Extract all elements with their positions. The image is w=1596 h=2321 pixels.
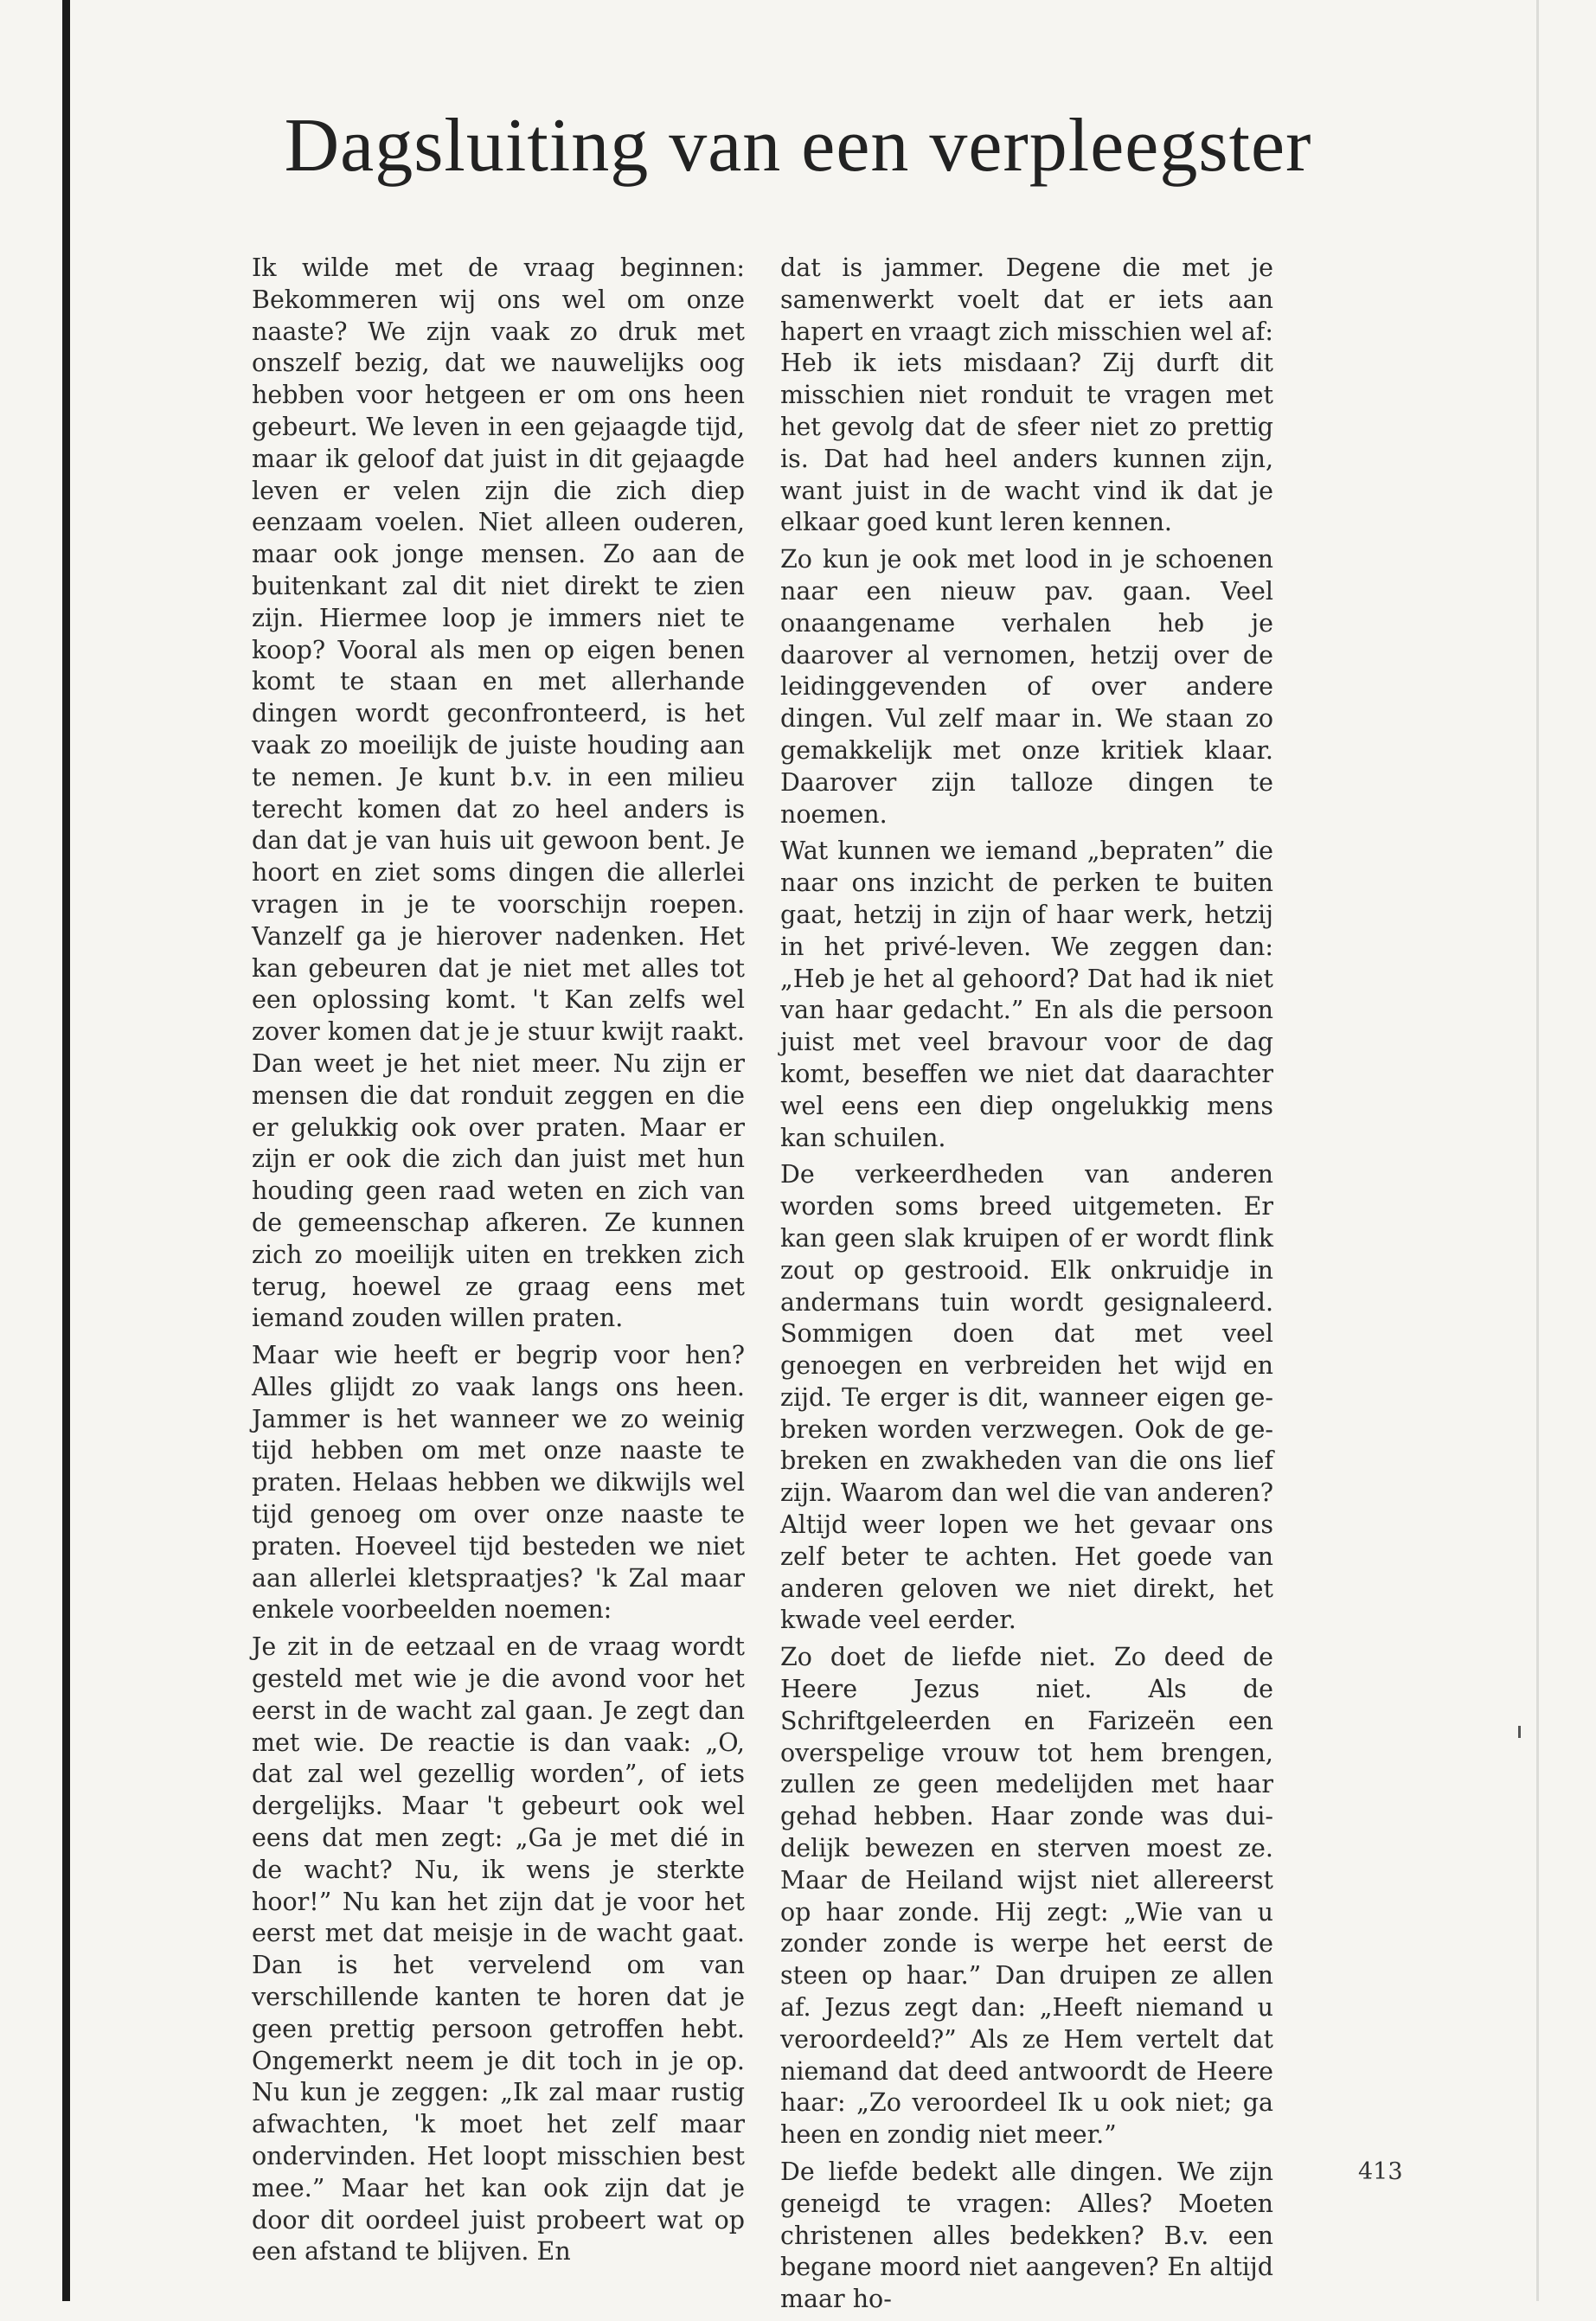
paragraph: Zo kun je ook met lood in je schoenen naar een nieuw pav. gaan. Veel onaangename verhalen heb je daarover al vernomen, hetzij over de leidinggevenden of over andere dingen. Vul zelf maar in. We staan zo gemakkelijk met onze kritiek klaar. Daarover zijn talloze dingen te noemen. xyxy=(780,545,1273,829)
paragraph: Wat kunnen we iemand „bepraten” die naar ons inzicht de perken te buiten gaat, hetzij in zijn of haar werk, hetzij in het privé-leven. We zeggen dan: „Heb je het al gehoord? Dat had ik niet van haar gedacht.” En als die persoon juist met veel bravour voor de dag komt, beseffen we niet dat daarachter wel eens een diep ongelukkig mens kan schuilen. xyxy=(780,837,1273,1152)
paragraph: De liefde bedekt alle dingen. We zijn geneigd te vragen: Alles? Moeten christenen alles bedekken? B.v. een begane moord niet aangeven? En altijd maar ho- xyxy=(780,2158,1273,2314)
right-column xyxy=(780,253,1273,2321)
binding-edge xyxy=(62,0,70,2301)
paragraph: De verkeerdheden van anderen worden soms breed uitgemeten. Er kan geen slak kruipen of er wordt flink zout op gestrooid. Elk onkruidje in andermans tuin wordt gesignaleerd. Sommigen doen dat met veel genoegen en verbreiden het wijd en zijd. Te erger is dit, wanneer eigen gebreken worden verzwegen. Ook de gebreken en zwakheden van die ons lief zijn. Waarom dan wel die van anderen? Altijd weer lopen we het gevaar ons zelf beter te achten. Het goede van anderen geloven we niet direkt, het kwade veel eerder. xyxy=(780,1160,1273,1635)
article-title: Dagsluiting van een verpleegster xyxy=(284,104,1312,188)
left-column xyxy=(252,253,745,2273)
page-number: 413 xyxy=(1358,2158,1403,2185)
margin-mark xyxy=(1518,1726,1521,1738)
paragraph: dat is jammer. Degene die met je samenwerkt voelt dat er iets aan hapert en vraagt zich misschien wel af: Heb ik iets misdaan? Zij durft dit misschien niet ronduit te vragen met het gevolg dat de sfeer niet zo prettig is. Dat had heel anders kunnen zijn, want juist in de wacht vind ik dat je elkaar goed kunt leren kennen. xyxy=(780,253,1273,537)
paragraph: Je zit in de eetzaal en de vraag wordt gesteld met wie je die avond voor het eerst in de wacht zal gaan. Je zegt dan met wie. De reactie is dan vaak: „O, dat zal wel gezellig worden”, of iets dergelijks. Maar 't gebeurt ook wel eens dat men zegt: „Ga je met dié in de wacht? Nu, ik wens je sterkte hoor!” Nu kan het zijn dat je voor het eerst met dat meisje in de wacht gaat. Dan is het vervelend om van verschillende kanten te horen dat je geen prettig persoon getroffen hebt. Ongemerkt neem je dit toch in je op. Nu kun je zeggen: „Ik zal maar rustig afwachten, 'k moet het zelf maar ondervinden. Het loopt misschien best mee.” Maar het kan ook zijn dat je door dit oordeel juist probeert wat op een afstand te blijven. En xyxy=(252,1632,745,2267)
paragraph: Ik wilde met de vraag beginnen: Bekommeren wij ons wel om onze naaste? We zijn vaak zo druk met onszelf bezig, dat we nauwelijks oog hebben voor hetgeen er om ons heen gebeurt. We leven in een gejaagde tijd, maar ik geloof dat juist in dit gejaagde leven er velen zijn die zich diep eenzaam voelen. Niet alleen ouderen, maar ook jonge mensen. Zo aan de buitenkant zal dit niet direkt te zien zijn. Hiermee loop je immers niet te koop? Vooral als men op eigen benen komt te staan en met allerhande dingen wordt geconfronteerd, is het vaak zo moeilijk de juiste houding aan te nemen. Je kunt b.v. in een milieu terecht komen dat zo heel anders is dan dat je van huis uit gewoon bent. Je hoort en ziet soms dingen die allerlei vragen in je te voorschijn roepen. Vanzelf ga je hierover nadenken. Het kan gebeuren dat je niet met alles tot een oplossing komt. 't Kan zelfs wel zover komen dat je je stuur kwijt raakt. Dan weet je het niet meer. Nu zijn er mensen die dat ronduit zeggen en die er gelukkig ook over praten. Maar er zijn er ook die zich dan juist met hun houding geen raad weten en zich van de gemeenschap afkeren. Ze kunnen zich zo moeilijk uiten en trekken zich terug, hoewel ze graag eens met iemand zouden willen praten. xyxy=(252,253,745,1333)
paragraph: Maar wie heeft er begrip voor hen? Alles glijdt zo vaak langs ons heen. Jammer is het wanneer we zo weinig tijd hebben om met onze naaste te praten. Helaas hebben we dikwijls wel tijd genoeg om over onze naaste te praten. Hoeveel tijd besteden we niet aan allerlei kletspraatjes? 'k Zal maar enkele voorbeelden noemen: xyxy=(252,1341,745,1625)
paragraph: Zo doet de liefde niet. Zo deed de Heere Jezus niet. Als de Schriftgeleerden en Farizeën een overspelige vrouw tot hem brengen, zullen ze geen medelijden met haar gehad hebben. Haar zonde was duidelijk bewezen en sterven moest ze. Maar de Heiland wijst niet allereerst op haar zonde. Hij zegt: „Wie van u zonder zonde is werpe het eerst de steen op haar.” Dan druipen ze allen af. Jezus zegt dan: „Heeft niemand u veroordeeld?” Als ze Hem vertelt dat niemand dat deed antwoordt de Heere haar: „Zo veroordeel Ik u ook niet; ga heen en zondig niet meer.” xyxy=(780,1643,1273,2150)
page-edge xyxy=(1536,0,1539,2301)
